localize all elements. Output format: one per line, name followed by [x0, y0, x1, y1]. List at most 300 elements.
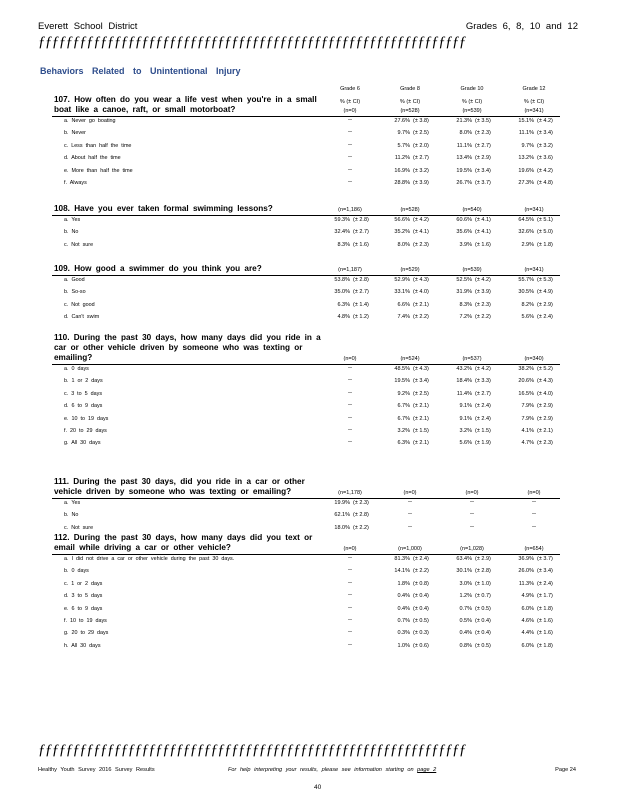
column-grade-header: Grade 6: [340, 86, 360, 92]
no-data-dash: --: [408, 499, 412, 505]
confidence-interval: (± 0.5): [475, 605, 491, 612]
confidence-interval: (± 3.9): [413, 180, 429, 186]
confidence-interval: (± 1.8): [537, 241, 553, 248]
percent-value: 14.1%: [394, 568, 410, 575]
confidence-interval: (± 4.3): [413, 366, 429, 372]
percent-value: 81.3%: [394, 556, 410, 562]
percent-value: 0.8%: [459, 642, 472, 649]
percent-value: 4.6%: [521, 618, 534, 624]
confidence-interval: (± 1.8): [537, 605, 553, 612]
confidence-interval: (± 3.6): [537, 155, 553, 162]
no-data-dash: --: [348, 402, 352, 409]
sample-size: (n=528): [400, 207, 420, 213]
no-data-dash: --: [348, 604, 352, 611]
percent-value: 7.9%: [521, 403, 534, 410]
confidence-interval: (± 1.6): [353, 241, 369, 248]
footer-survey-title: Healthy Youth Survey 2016 Survey Results: [38, 767, 155, 773]
percent-value: 21.3%: [456, 118, 472, 124]
confidence-interval: (± 0.5): [413, 618, 429, 624]
percent-value: 0.4%: [459, 630, 472, 637]
percent-value: 11.3%: [518, 580, 534, 587]
confidence-interval: (± 4.1): [475, 229, 491, 236]
percent-value: 8.0%: [397, 241, 410, 248]
no-data-dash: --: [348, 179, 352, 185]
confidence-interval: (± 4.2): [475, 366, 491, 372]
decorative-rule-top: ƒƒƒƒƒƒƒƒƒƒƒƒƒƒƒƒƒƒƒƒƒƒƒƒƒƒƒƒƒƒƒƒƒƒƒƒƒƒƒƒƒƒƒƒƒƒƒƒƒƒƒƒƒƒƒƒƒƒƒƒƒƒ: [38, 34, 466, 50]
confidence-interval: (± 4.2): [537, 118, 553, 124]
no-data-dash: --: [348, 641, 352, 648]
percent-value: 11.2%: [394, 155, 410, 162]
percent-value: 19.9%: [334, 500, 350, 506]
column-grade-header: Grade 10: [460, 86, 484, 92]
sample-size: (n=0): [343, 546, 357, 552]
percent-value: 5.6%: [521, 314, 534, 321]
confidence-interval: (± 2.4): [537, 580, 553, 587]
percent-value: 63.4%: [456, 556, 472, 562]
sample-size: (n=341): [524, 267, 544, 273]
percent-value: 28.8%: [394, 180, 410, 186]
confidence-interval: (± 2.3): [475, 130, 491, 137]
response-option: b. Never: [64, 130, 86, 137]
no-data-dash: --: [348, 377, 352, 384]
district-name: Everett School District: [38, 21, 138, 32]
footer-help-prefix: For help interpreting your results, please see information starting on: [228, 767, 414, 773]
confidence-interval: (± 2.7): [475, 142, 491, 149]
percent-value: 11.4%: [456, 390, 472, 397]
confidence-interval: (± 0.4): [475, 630, 491, 637]
confidence-interval: (± 0.3): [413, 630, 429, 637]
question-rule: [52, 554, 560, 555]
percent-value: 0.7%: [397, 618, 410, 624]
response-option: e. More than half the time: [64, 167, 133, 174]
percent-value: 16.5%: [518, 390, 534, 397]
percent-value: 27.6%: [394, 118, 410, 124]
section-title: Behaviors Related to Unintentional Injury: [40, 66, 241, 76]
footer-help-link[interactable]: page 2: [417, 767, 437, 773]
percent-value: 35.6%: [456, 229, 472, 236]
response-option: e. 6 to 9 days: [64, 605, 103, 612]
confidence-interval: (± 3.9): [475, 289, 491, 296]
percent-value: 0.7%: [459, 605, 472, 612]
sample-size: (n=537): [462, 356, 482, 362]
confidence-interval: (± 5.3): [537, 277, 553, 283]
percent-value: 19.6%: [518, 167, 534, 174]
confidence-interval: (± 2.3): [537, 440, 553, 447]
confidence-interval: (± 3.4): [475, 167, 491, 174]
percent-value: 60.6%: [456, 217, 472, 223]
response-option: a. 0 days: [64, 366, 89, 372]
sample-size: (n=539): [462, 108, 482, 114]
confidence-interval: (± 2.5): [413, 130, 429, 137]
confidence-interval: (± 4.3): [413, 277, 429, 283]
percent-value: 16.9%: [394, 167, 410, 174]
percent-value: 19.5%: [394, 378, 410, 385]
confidence-interval: (± 3.7): [475, 180, 491, 186]
confidence-interval: (± 2.2): [413, 568, 429, 575]
percent-value: 32.6%: [518, 229, 534, 236]
confidence-interval: (± 0.4): [413, 593, 429, 600]
no-data-dash: --: [348, 154, 352, 161]
confidence-interval: (± 2.5): [413, 390, 429, 397]
confidence-interval: (± 4.1): [475, 217, 491, 223]
column-stat-header: % (± CI): [461, 99, 483, 105]
no-data-dash: --: [348, 629, 352, 636]
percent-value: 43.2%: [456, 366, 472, 372]
confidence-interval: (± 4.3): [537, 378, 553, 385]
sample-size: (n=1,186): [338, 207, 362, 213]
sample-size: (n=1,178): [338, 490, 362, 496]
no-data-dash: --: [470, 511, 474, 518]
response-option: a. Good: [64, 277, 85, 283]
column-grade-header: Grade 12: [522, 86, 546, 92]
no-data-dash: --: [348, 365, 352, 371]
confidence-interval: (± 4.2): [413, 217, 429, 223]
percent-value: 8.3%: [459, 301, 472, 308]
response-option: h. All 30 days: [64, 642, 101, 649]
percent-value: 35.2%: [394, 229, 410, 236]
response-option: e. 10 to 19 days: [64, 415, 109, 422]
response-option: b. No: [64, 512, 79, 519]
percent-value: 26.0%: [518, 568, 534, 575]
percent-value: 3.9%: [459, 241, 472, 248]
percent-value: 35.0%: [334, 289, 350, 296]
confidence-interval: (± 4.0): [537, 390, 553, 397]
percent-value: 3.2%: [397, 428, 410, 434]
confidence-interval: (± 1.5): [413, 428, 429, 434]
response-option: c. Not good: [64, 301, 95, 308]
percent-value: 30.1%: [456, 568, 472, 575]
no-data-dash: --: [348, 579, 352, 586]
confidence-interval: (± 2.7): [353, 229, 369, 236]
sample-size: (n=529): [400, 267, 420, 273]
response-option: a. I did not drive a car or other vehicle during the past 30 days.: [64, 556, 235, 562]
percent-value: 4.8%: [337, 314, 350, 321]
percent-value: 20.6%: [518, 378, 534, 385]
confidence-interval: (± 2.4): [475, 403, 491, 410]
percent-value: 52.5%: [456, 277, 472, 283]
question-rule: [52, 275, 560, 276]
sample-size: (n=524): [400, 356, 420, 362]
no-data-dash: --: [408, 511, 412, 518]
column-stat-header: % (± CI): [399, 99, 421, 105]
sample-size: (n=0): [465, 490, 479, 496]
confidence-interval: (± 4.2): [475, 277, 491, 283]
confidence-interval: (± 0.4): [475, 618, 491, 624]
percent-value: 6.7%: [397, 415, 410, 422]
column-stat-header: % (± CI): [523, 99, 545, 105]
percent-value: 6.3%: [337, 301, 350, 308]
percent-value: 32.4%: [334, 229, 350, 236]
confidence-interval: (± 1.0): [475, 580, 491, 587]
percent-value: 8.3%: [337, 241, 350, 248]
confidence-interval: (± 2.1): [537, 428, 553, 434]
confidence-interval: (± 4.1): [413, 229, 429, 236]
percent-value: 19.5%: [456, 167, 472, 174]
page-number: 40: [314, 784, 322, 791]
percent-value: 18.4%: [456, 378, 472, 385]
no-data-dash: --: [348, 414, 352, 421]
confidence-interval: (± 1.6): [475, 241, 491, 248]
percent-value: 1.0%: [397, 642, 410, 649]
grades-label: Grades 6, 8, 10 and 12: [465, 21, 578, 32]
response-option: c. Not sure: [64, 524, 94, 531]
confidence-interval: (± 2.7): [413, 155, 429, 162]
percent-value: 4.7%: [521, 440, 534, 447]
sample-size: (n=0): [527, 490, 541, 496]
percent-value: 4.1%: [521, 428, 534, 434]
confidence-interval: (± 2.1): [413, 301, 429, 308]
percent-value: 6.0%: [521, 642, 534, 649]
confidence-interval: (± 2.1): [413, 415, 429, 422]
percent-value: 26.7%: [456, 180, 472, 186]
question-text: 111. During the past 30 days, did you ride in a car or other vehicle driven by someone who was texting or emailing?: [54, 477, 305, 496]
sample-size: (n=540): [462, 207, 482, 213]
confidence-interval: (± 2.9): [537, 415, 553, 422]
question-rule: [52, 116, 560, 117]
confidence-interval: (± 0.6): [413, 642, 429, 649]
confidence-interval: (± 5.0): [537, 229, 553, 236]
confidence-interval: (± 1.9): [475, 440, 491, 447]
sample-size: (n=341): [524, 108, 544, 114]
percent-value: 1.8%: [397, 580, 410, 587]
percent-value: 55.7%: [518, 277, 534, 283]
confidence-interval: (± 3.2): [413, 167, 429, 174]
sample-size: (n=1,000): [398, 546, 422, 552]
confidence-interval: (± 2.4): [475, 415, 491, 422]
percent-value: 59.3%: [334, 217, 350, 223]
no-data-dash: --: [348, 389, 352, 396]
confidence-interval: (± 5.1): [537, 217, 553, 223]
no-data-dash: --: [348, 166, 352, 173]
percent-value: 30.5%: [518, 289, 534, 296]
response-option: b. So-so: [64, 289, 86, 296]
confidence-interval: (± 2.1): [413, 403, 429, 410]
confidence-interval: (± 0.7): [475, 593, 491, 600]
question-text: 109. How good a swimmer do you think you are?: [54, 264, 262, 273]
percent-value: 15.1%: [518, 118, 534, 124]
response-option: c. Not sure: [64, 241, 94, 248]
confidence-interval: (± 2.7): [353, 289, 369, 296]
sample-size: (n=654): [524, 546, 544, 552]
footer-page-label: Page 24: [555, 767, 576, 773]
confidence-interval: (± 3.8): [413, 118, 429, 124]
sample-size: (n=0): [343, 108, 357, 114]
percent-value: 4.4%: [521, 630, 534, 637]
question-rule: [52, 498, 560, 499]
percent-value: 53.8%: [334, 277, 350, 283]
confidence-interval: (± 1.4): [353, 301, 369, 308]
percent-value: 6.7%: [397, 403, 410, 410]
response-option: a. Yes: [64, 500, 81, 506]
percent-value: 3.2%: [459, 428, 472, 434]
percent-value: 48.5%: [394, 366, 410, 372]
sample-size: (n=340): [524, 356, 544, 362]
no-data-dash: --: [348, 567, 352, 574]
percent-value: 18.0%: [334, 524, 350, 531]
confidence-interval: (± 2.8): [353, 277, 369, 283]
response-option: a. Yes: [64, 217, 81, 223]
confidence-interval: (± 2.4): [413, 556, 429, 562]
percent-value: 0.4%: [397, 593, 410, 600]
question-rule: [52, 215, 560, 216]
confidence-interval: (± 4.8): [537, 180, 553, 186]
confidence-interval: (± 1.6): [537, 618, 553, 624]
confidence-interval: (± 2.1): [413, 440, 429, 447]
sample-size: (n=0): [343, 356, 357, 362]
no-data-dash: --: [532, 511, 536, 518]
percent-value: 36.9%: [518, 556, 534, 562]
confidence-interval: (± 2.9): [475, 556, 491, 562]
confidence-interval: (± 1.8): [537, 642, 553, 649]
percent-value: 64.5%: [518, 217, 534, 223]
confidence-interval: (± 2.3): [353, 500, 369, 506]
sample-size: (n=1,028): [460, 546, 484, 552]
footer-help-text: [228, 767, 436, 773]
response-option: a. Never go boating: [64, 118, 116, 124]
percent-value: 9.2%: [397, 390, 410, 397]
confidence-interval: (± 2.8): [475, 568, 491, 575]
percent-value: 56.6%: [394, 217, 410, 223]
confidence-interval: (± 1.7): [537, 593, 553, 600]
response-option: d. 3 to 5 days: [64, 593, 103, 600]
response-option: b. No: [64, 229, 79, 236]
confidence-interval: (± 2.8): [353, 217, 369, 223]
confidence-interval: (± 2.4): [537, 314, 553, 321]
confidence-interval: (± 3.4): [413, 378, 429, 385]
confidence-interval: (± 2.9): [537, 301, 553, 308]
percent-value: 4.9%: [521, 593, 534, 600]
confidence-interval: (± 1.5): [475, 428, 491, 434]
confidence-interval: (± 3.5): [475, 118, 491, 124]
response-option: b. 0 days: [64, 568, 89, 575]
response-option: f. Always: [64, 180, 87, 186]
confidence-interval: (± 2.7): [475, 390, 491, 397]
no-data-dash: --: [532, 523, 536, 530]
percent-value: 9.1%: [459, 415, 472, 422]
percent-value: 6.0%: [521, 605, 534, 612]
no-data-dash: --: [348, 555, 352, 561]
percent-value: 7.9%: [521, 415, 534, 422]
no-data-dash: --: [348, 617, 352, 623]
percent-value: 52.9%: [394, 277, 410, 283]
percent-value: 13.4%: [456, 155, 472, 162]
confidence-interval: (± 2.8): [353, 512, 369, 519]
confidence-interval: (± 0.5): [475, 642, 491, 649]
confidence-interval: (± 1.2): [353, 314, 369, 321]
percent-value: 11.1%: [518, 130, 534, 137]
percent-value: 11.1%: [456, 142, 472, 149]
no-data-dash: --: [348, 592, 352, 599]
response-option: g. All 30 days: [64, 440, 101, 447]
question-rule: [52, 364, 560, 365]
percent-value: 0.4%: [397, 605, 410, 612]
confidence-interval: (± 0.8): [413, 580, 429, 587]
percent-value: 8.0%: [459, 130, 472, 137]
response-option: d. 6 to 9 days: [64, 403, 103, 410]
response-option: b. 1 or 2 days: [64, 378, 103, 385]
percent-value: 7.2%: [459, 314, 472, 321]
percent-value: 5.7%: [397, 142, 410, 149]
sample-size: (n=539): [462, 267, 482, 273]
confidence-interval: (± 4.2): [537, 167, 553, 174]
question-text: 110. During the past 30 days, how many days did you ride in a car or other vehicle driven by someone who was texting or emailing?: [54, 333, 321, 362]
percent-value: 1.2%: [459, 593, 472, 600]
response-option: d. Can't swim: [64, 314, 100, 321]
confidence-interval: (± 3.2): [537, 142, 553, 149]
percent-value: 62.1%: [334, 512, 350, 519]
question-text: 108. Have you ever taken formal swimming lessons?: [54, 204, 273, 213]
no-data-dash: --: [348, 439, 352, 446]
no-data-dash: --: [408, 523, 412, 530]
confidence-interval: (± 2.2): [353, 524, 369, 531]
confidence-interval: (± 4.9): [537, 289, 553, 296]
percent-value: 38.2%: [518, 366, 534, 372]
percent-value: 27.3%: [518, 180, 534, 186]
response-option: d. About half the time: [64, 155, 121, 162]
decorative-rule-bottom: ƒƒƒƒƒƒƒƒƒƒƒƒƒƒƒƒƒƒƒƒƒƒƒƒƒƒƒƒƒƒƒƒƒƒƒƒƒƒƒƒƒƒƒƒƒƒƒƒƒƒƒƒƒƒƒƒƒƒƒƒƒƒ: [38, 742, 466, 758]
percent-value: 8.2%: [521, 301, 534, 308]
question-text: 112. During the past 30 days, how many days did you text or email while driving a car or other vehicle?: [54, 533, 313, 552]
percent-value: 33.1%: [394, 289, 410, 296]
percent-value: 9.7%: [521, 142, 534, 149]
response-option: c. 1 or 2 days: [64, 580, 103, 587]
column-stat-header: % (± CI): [339, 99, 361, 105]
confidence-interval: (± 3.4): [537, 130, 553, 137]
confidence-interval: (± 2.3): [413, 241, 429, 248]
no-data-dash: --: [348, 129, 352, 136]
no-data-dash: --: [348, 117, 352, 123]
percent-value: 0.3%: [397, 630, 410, 637]
response-option: f. 20 to 29 days: [64, 428, 107, 434]
sample-size: (n=341): [524, 207, 544, 213]
confidence-interval: (± 0.4): [413, 605, 429, 612]
percent-value: 7.4%: [397, 314, 410, 321]
percent-value: 5.6%: [459, 440, 472, 447]
response-option: f. 10 to 19 days: [64, 618, 107, 624]
percent-value: 3.0%: [459, 580, 472, 587]
confidence-interval: (± 2.2): [475, 314, 491, 321]
percent-value: 2.9%: [521, 241, 534, 248]
question-text: 107. How often do you wear a life vest when you're in a small boat like a canoe, raft, or small motorboat?: [54, 95, 317, 114]
percent-value: 0.5%: [459, 618, 472, 624]
percent-value: 9.1%: [459, 403, 472, 410]
confidence-interval: (± 4.0): [413, 289, 429, 296]
no-data-dash: --: [470, 499, 474, 505]
response-option: c. Less than half the time: [64, 142, 132, 149]
confidence-interval: (± 2.9): [475, 155, 491, 162]
confidence-interval: (± 2.9): [537, 403, 553, 410]
percent-value: 31.9%: [456, 289, 472, 296]
no-data-dash: --: [348, 141, 352, 148]
sample-size: (n=528): [400, 108, 420, 114]
column-grade-header: Grade 8: [400, 86, 420, 92]
percent-value: 6.3%: [397, 440, 410, 447]
no-data-dash: --: [532, 499, 536, 505]
confidence-interval: (± 1.6): [537, 630, 553, 637]
confidence-interval: (± 3.3): [475, 378, 491, 385]
confidence-interval: (± 2.0): [413, 142, 429, 149]
confidence-interval: (± 3.4): [537, 568, 553, 575]
no-data-dash: --: [348, 427, 352, 433]
percent-value: 9.7%: [397, 130, 410, 137]
percent-value: 13.2%: [518, 155, 534, 162]
sample-size: (n=0): [403, 490, 417, 496]
confidence-interval: (± 5.2): [537, 366, 553, 372]
no-data-dash: --: [470, 523, 474, 530]
response-option: g. 20 to 29 days: [64, 630, 109, 637]
percent-value: 6.6%: [397, 301, 410, 308]
confidence-interval: (± 2.3): [475, 301, 491, 308]
